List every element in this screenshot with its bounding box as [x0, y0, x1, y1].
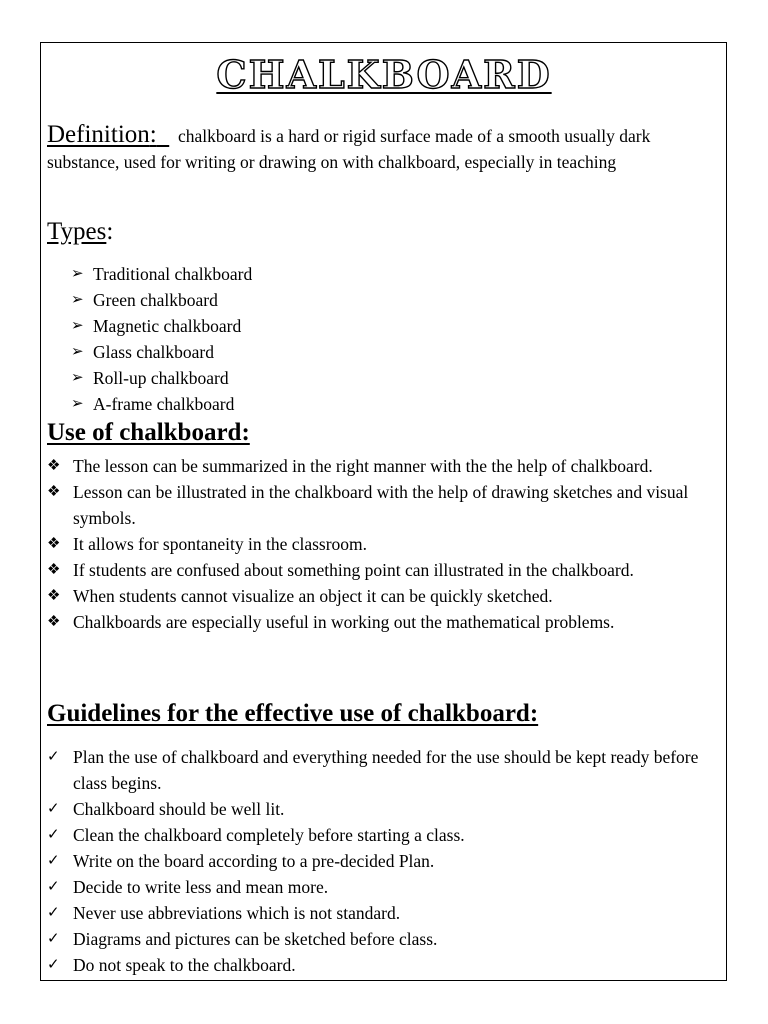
type-item	[47, 391, 717, 417]
checkmark-icon: ✓	[47, 905, 60, 921]
guideline-item-text: Clean the chalkboard completely before starting a class.	[73, 825, 465, 845]
arrow-bullet-icon: ➢	[71, 370, 84, 386]
checkmark-icon: ✓	[47, 853, 60, 869]
checkmark-icon: ✓	[47, 879, 60, 895]
use-item	[47, 557, 717, 583]
use-item	[47, 531, 717, 557]
types-list	[47, 261, 717, 417]
definition-section	[47, 122, 717, 175]
diamond-bullet-icon: ❖	[47, 536, 61, 552]
guidelines-heading: Guidelines for the effective use of chalkboard:	[47, 700, 539, 727]
guidelines-list	[47, 744, 717, 978]
use-item	[47, 609, 717, 635]
guideline-item	[47, 848, 717, 874]
diamond-bullet-icon: ❖	[47, 484, 61, 500]
diamond-bullet-icon: ❖	[47, 588, 61, 604]
type-item-text: Glass chalkboard	[93, 342, 215, 362]
type-item	[47, 365, 717, 391]
uses-list	[47, 453, 717, 635]
uses-heading: Use of chalkboard:	[47, 419, 250, 446]
use-item-text: When students cannot visualize an object it can be quickly sketched.	[73, 586, 553, 606]
diamond-bullet-icon: ❖	[47, 562, 61, 578]
guideline-item-text: Plan the use of chalkboard and everything needed for the use should be kept ready before class begins.	[73, 747, 699, 793]
types-heading-container: Types:	[47, 218, 114, 245]
type-item	[47, 287, 717, 313]
checkmark-icon: ✓	[47, 749, 60, 765]
diamond-bullet-icon: ❖	[47, 458, 61, 474]
guideline-item-text: Write on the board according to a pre-decided Plan.	[73, 851, 435, 871]
use-item-text: If students are confused about something point can illustrated in the chalkboard.	[73, 560, 634, 580]
checkmark-icon: ✓	[47, 801, 60, 817]
definition-heading: Definition:	[47, 121, 157, 148]
page-title: CHALKBOARD	[216, 52, 552, 97]
use-item-text: Chalkboards are especially useful in working out the mathematical problems.	[73, 612, 615, 632]
use-item-text: Lesson can be illustrated in the chalkboard with the help of drawing sketches and visual symbols.	[73, 482, 689, 528]
type-item-text: Green chalkboard	[93, 290, 218, 310]
checkmark-icon: ✓	[47, 931, 60, 947]
checkmark-icon: ✓	[47, 957, 60, 973]
types-heading: Types	[47, 218, 107, 245]
type-item-text: Roll-up chalkboard	[93, 368, 229, 388]
type-item-text: Magnetic chalkboard	[93, 316, 242, 336]
use-item	[47, 583, 717, 609]
type-item	[47, 339, 717, 365]
guideline-item	[47, 822, 717, 848]
checkmark-icon: ✓	[47, 827, 60, 843]
diamond-bullet-icon: ❖	[47, 614, 61, 630]
arrow-bullet-icon: ➢	[71, 292, 84, 308]
page-title-container	[0, 52, 768, 97]
guideline-item	[47, 900, 717, 926]
guideline-item-text: Never use abbreviations which is not standard.	[73, 903, 401, 923]
guideline-item-text: Diagrams and pictures can be sketched before class.	[73, 929, 438, 949]
guideline-item	[47, 926, 717, 952]
arrow-bullet-icon: ➢	[71, 396, 84, 412]
use-item-text: It allows for spontaneity in the classroom.	[73, 534, 368, 554]
guideline-item	[47, 744, 717, 796]
uses-heading-container	[47, 419, 717, 447]
guideline-item-text: Chalkboard should be well lit.	[73, 799, 285, 819]
guidelines-heading-container	[47, 700, 717, 728]
guideline-item-text: Decide to write less and mean more.	[73, 877, 329, 897]
use-item	[47, 479, 717, 531]
arrow-bullet-icon: ➢	[71, 266, 84, 282]
guideline-item-text: Do not speak to the chalkboard.	[73, 955, 296, 975]
type-item-text: A-frame chalkboard	[93, 394, 235, 414]
arrow-bullet-icon: ➢	[71, 318, 84, 334]
use-item-text: The lesson can be summarized in the right manner with the the help of chalkboard.	[73, 456, 653, 476]
type-item-text: Traditional chalkboard	[93, 264, 253, 284]
guideline-item	[47, 874, 717, 900]
type-item	[47, 313, 717, 339]
definition-text: chalkboard is a hard or rigid surface made of a smooth usually dark substance, used for writing or drawing on with chalkboard, especially in teaching	[47, 126, 651, 172]
arrow-bullet-icon: ➢	[71, 344, 84, 360]
type-item	[47, 261, 717, 287]
guideline-item	[47, 796, 717, 822]
guideline-item	[47, 952, 717, 978]
use-item	[47, 453, 717, 479]
